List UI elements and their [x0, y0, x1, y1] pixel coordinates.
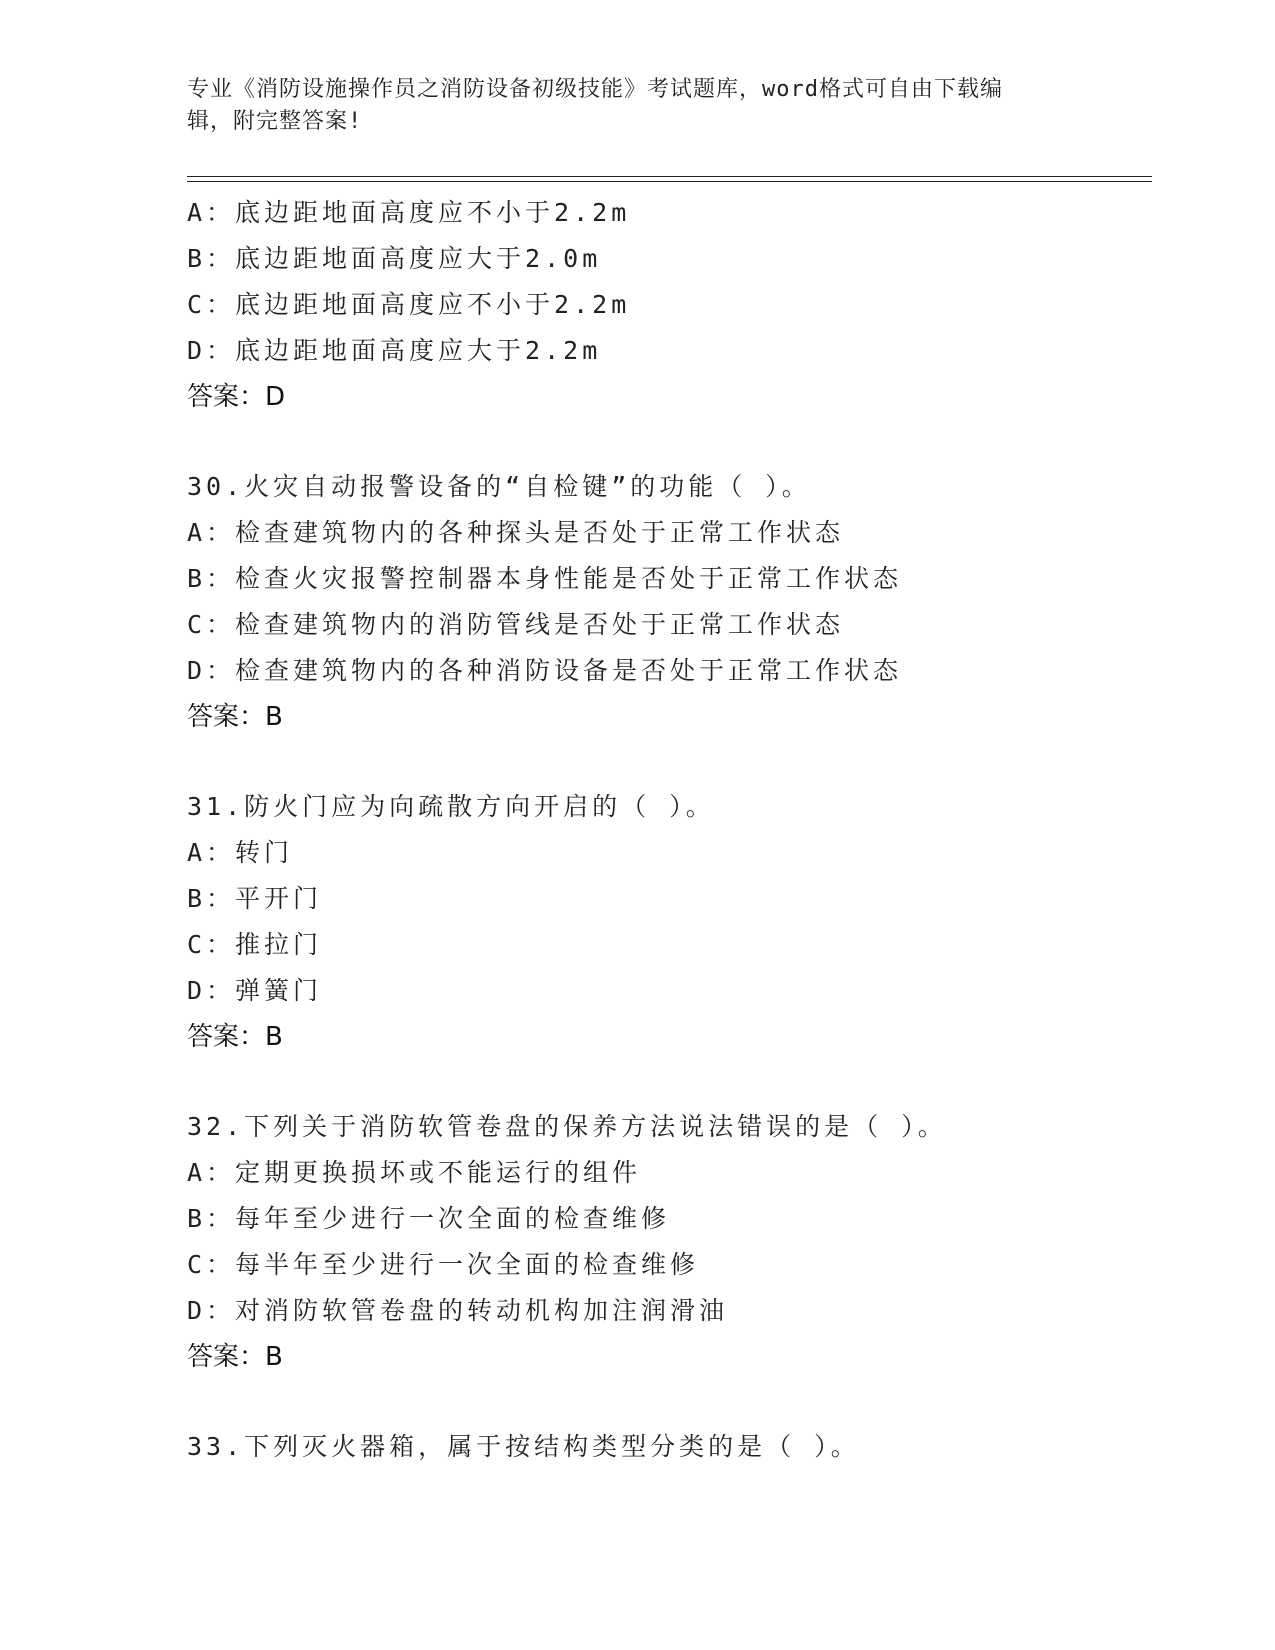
option-b: B：每年至少进行一次全面的检查维修	[187, 1204, 671, 1233]
option-a: A：检查建筑物内的各种探头是否处于正常工作状态	[187, 518, 845, 547]
option-d: D：对消防软管卷盘的转动机构加注润滑油	[187, 1296, 729, 1325]
option-c: C：每半年至少进行一次全面的检查维修	[187, 1250, 700, 1279]
answer-line: 答案：B	[187, 1022, 283, 1052]
question-block-29	[187, 190, 1187, 420]
question-text: 30.火灾自动报警设备的“自检键”的功能（ ）。	[187, 472, 811, 501]
option-a: A：转门	[187, 838, 294, 867]
question-block-33	[187, 1424, 1187, 1470]
answer-line: 答案：B	[187, 1342, 283, 1372]
option-b: B：底边距地面高度应大于2.0m	[187, 244, 602, 273]
option-b: B：平开门	[187, 884, 323, 913]
option-c: C：底边距地面高度应不小于2.2m	[187, 290, 631, 319]
option-a: A：底边距地面高度应不小于2.2m	[187, 198, 631, 227]
option-b: B：检查火灾报警控制器本身性能是否处于正常工作状态	[187, 564, 903, 593]
answer-line: 答案：B	[187, 702, 283, 732]
question-text: 33.下列灭火器箱，属于按结构类型分类的是（ ）。	[187, 1432, 860, 1461]
header-rule-bottom	[187, 181, 1152, 182]
question-text: 31.防火门应为向疏散方向开启的（ ）。	[187, 792, 715, 821]
option-d: D：检查建筑物内的各种消防设备是否处于正常工作状态	[187, 656, 903, 685]
question-block-30	[187, 464, 1187, 740]
document-header	[187, 74, 1087, 138]
spacer	[187, 1060, 1187, 1104]
spacer	[187, 740, 1187, 784]
question-text: 32.下列关于消防软管卷盘的保养方法说法错误的是（ ）。	[187, 1112, 947, 1141]
option-c: C：检查建筑物内的消防管线是否处于正常工作状态	[187, 610, 845, 639]
question-list	[187, 190, 1187, 1470]
header-line-2: 辑，附完整答案!	[187, 109, 363, 134]
option-c: C：推拉门	[187, 930, 323, 959]
spacer	[187, 1380, 1187, 1424]
option-a: A：定期更换损坏或不能运行的组件	[187, 1158, 642, 1187]
option-d: D：弹簧门	[187, 976, 323, 1005]
header-rule-top	[187, 176, 1152, 177]
header-line-1: 专业《消防设施操作员之消防设备初级技能》考试题库，word格式可自由下载编	[187, 77, 1003, 102]
spacer	[187, 420, 1187, 464]
answer-line: 答案：D	[187, 382, 286, 412]
question-block-31	[187, 784, 1187, 1060]
option-d: D：底边距地面高度应大于2.2m	[187, 336, 602, 365]
question-block-32	[187, 1104, 1187, 1380]
